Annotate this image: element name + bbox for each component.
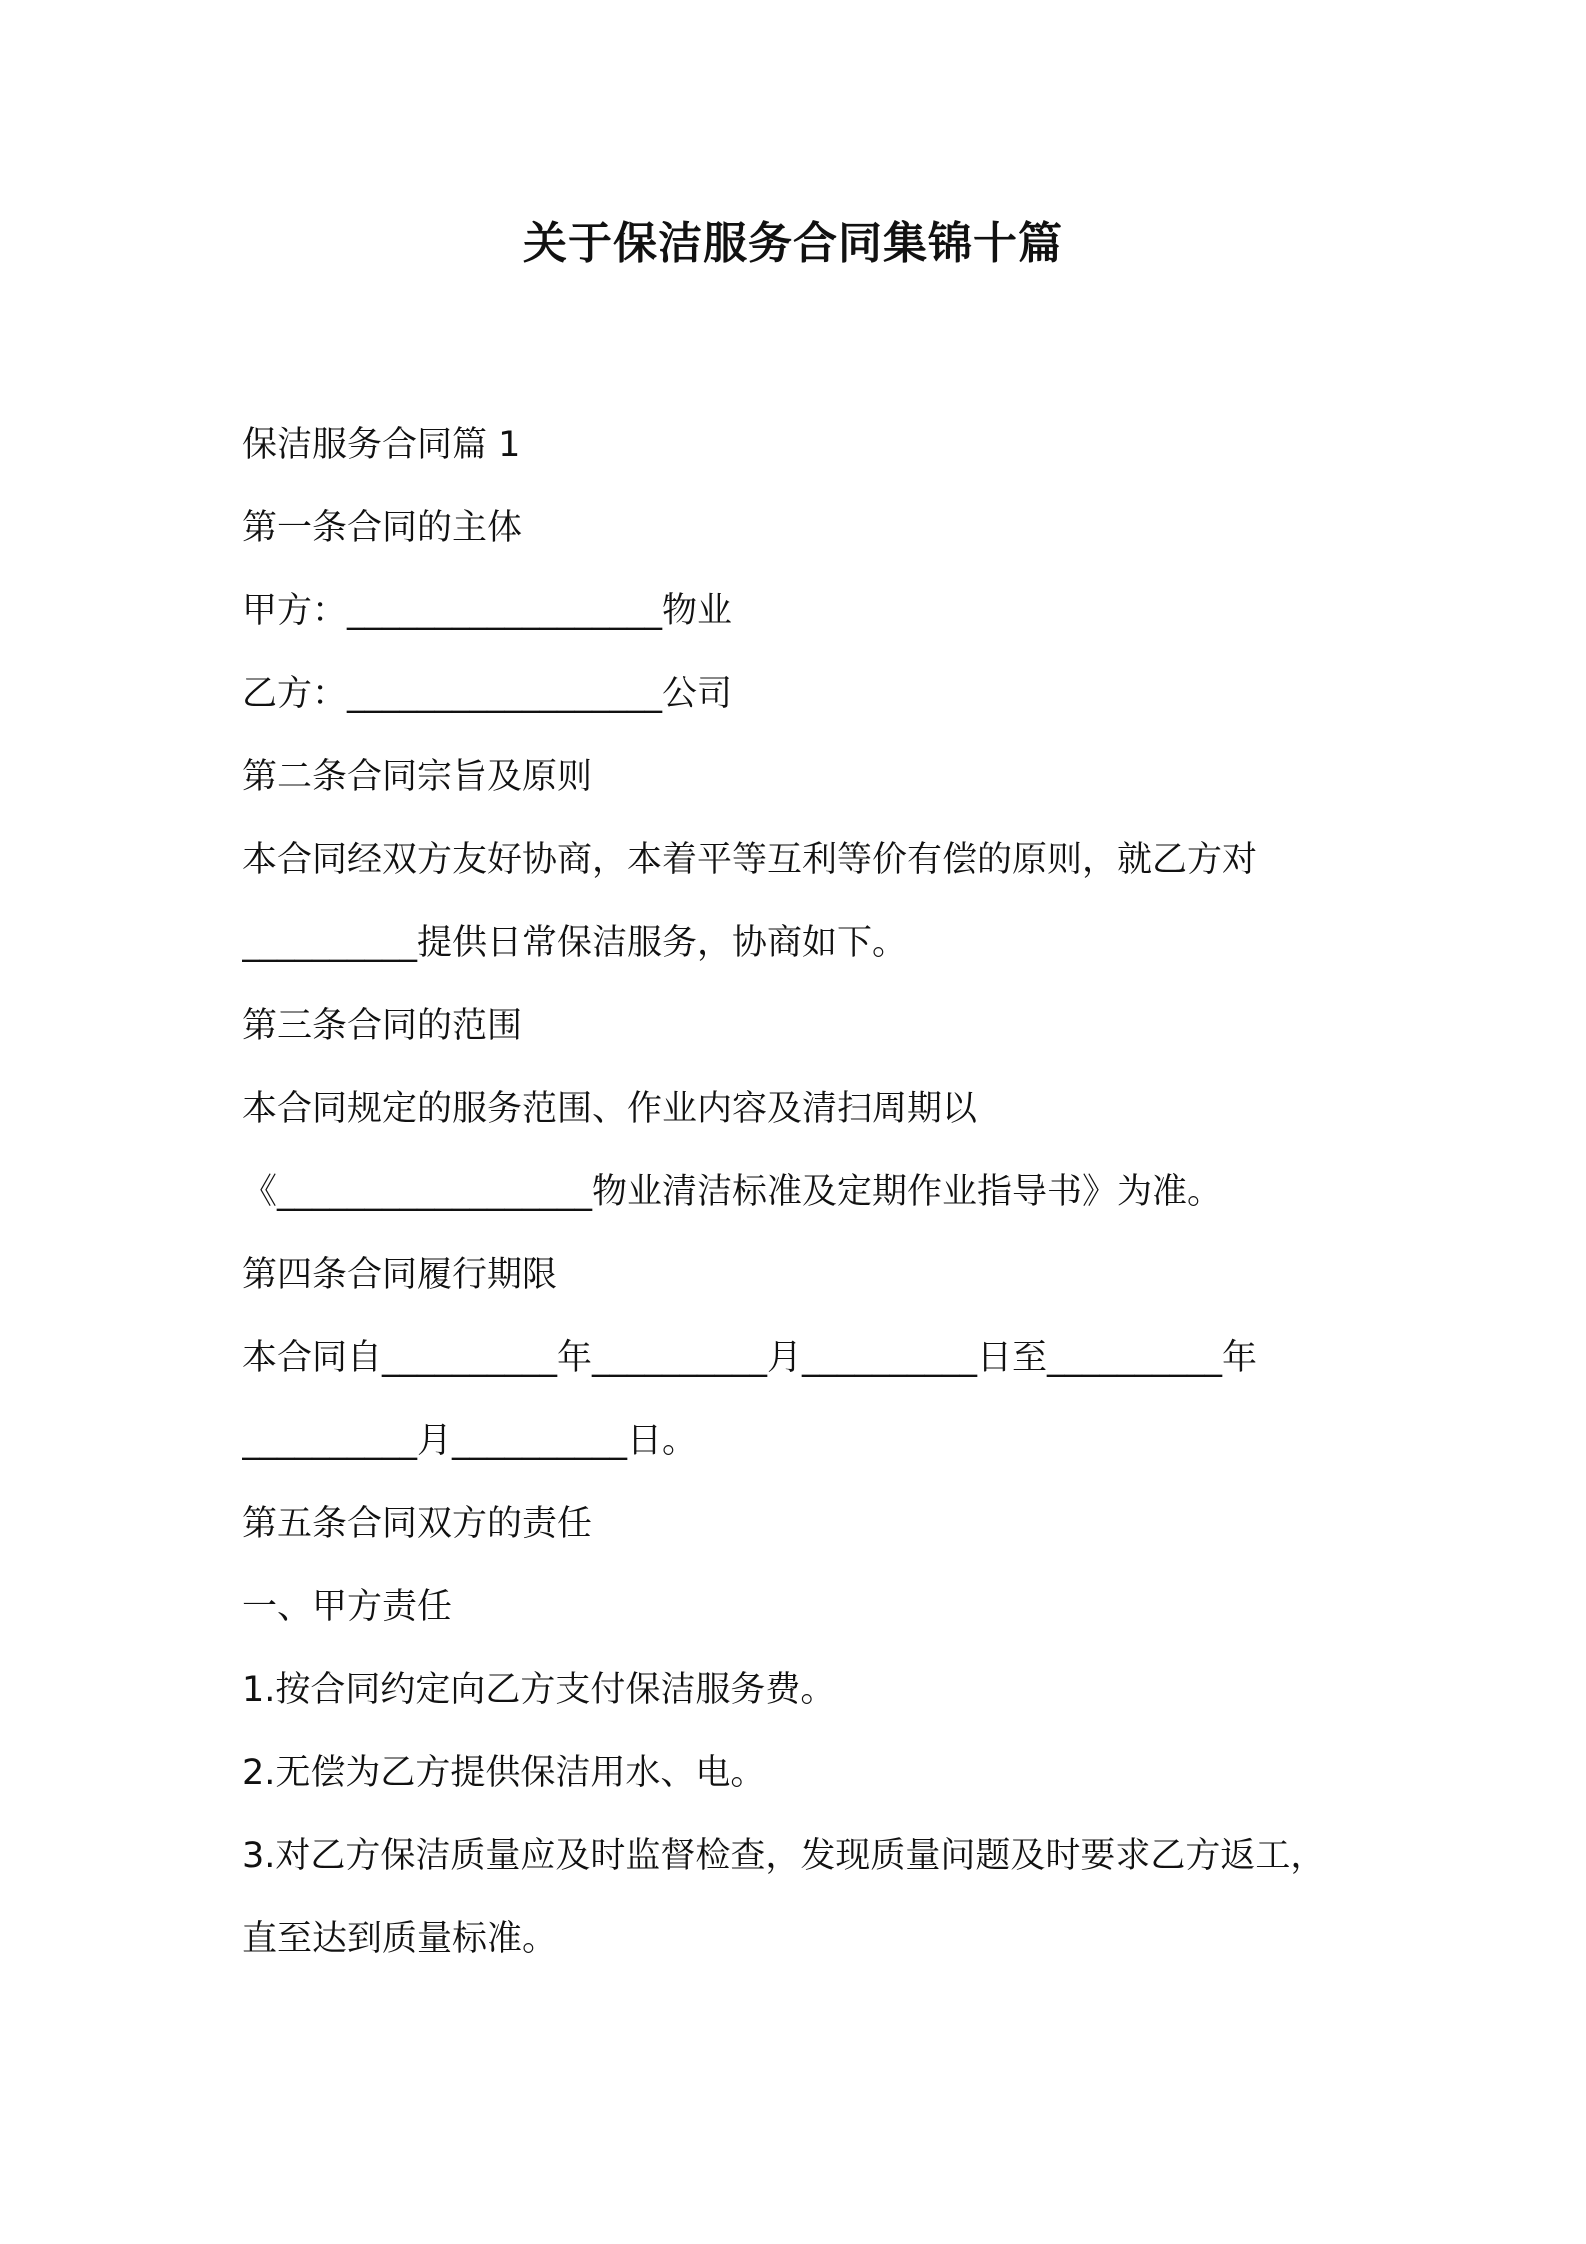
document-body [242, 404, 1372, 1981]
article-2-paragraph-line-2: __________提供日常保洁服务，协商如下。 [242, 923, 908, 963]
party-a-responsibility-item-2: 2.无偿为乙方提供保洁用水、电。 [242, 1753, 766, 1793]
party-b-line: 乙方：__________________公司 [242, 674, 733, 714]
article-4-heading: 第四条合同履行期限 [242, 1255, 558, 1295]
article-4-paragraph-line-2: __________月__________日。 [242, 1421, 698, 1461]
party-a-responsibility-item-3-line-2: 直至达到质量标准。 [242, 1919, 558, 1959]
article-2-heading: 第二条合同宗旨及原则 [242, 757, 593, 797]
article-5-heading: 第五条合同双方的责任 [242, 1504, 593, 1544]
document-title: 关于保洁服务合同集锦十篇 [523, 218, 1063, 269]
article-1-heading: 第一条合同的主体 [242, 508, 523, 548]
section-heading-contract-1: 保洁服务合同篇 1 [242, 425, 521, 465]
article-3-paragraph-line-1: 本合同规定的服务范围、作业内容及清扫周期以 [242, 1089, 978, 1129]
article-4-paragraph-line-1: 本合同自__________年__________月__________日至__________年 [242, 1338, 1258, 1378]
party-a-line: 甲方：__________________物业 [242, 591, 733, 631]
article-2-paragraph-line-1: 本合同经双方友好协商，本着平等互利等价有偿的原则，就乙方对 [242, 840, 1258, 880]
article-3-heading: 第三条合同的范围 [242, 1006, 523, 1046]
party-a-responsibility-item-1: 1.按合同约定向乙方支付保洁服务费。 [242, 1670, 836, 1710]
party-a-responsibility-item-3-line-1: 3.对乙方保洁质量应及时监督检查，发现质量问题及时要求乙方返工， [242, 1836, 1326, 1876]
article-3-paragraph-line-2: 《__________________物业清洁标准及定期作业指导书》为准。 [242, 1172, 1223, 1212]
party-a-responsibility-heading: 一、甲方责任 [242, 1587, 453, 1627]
